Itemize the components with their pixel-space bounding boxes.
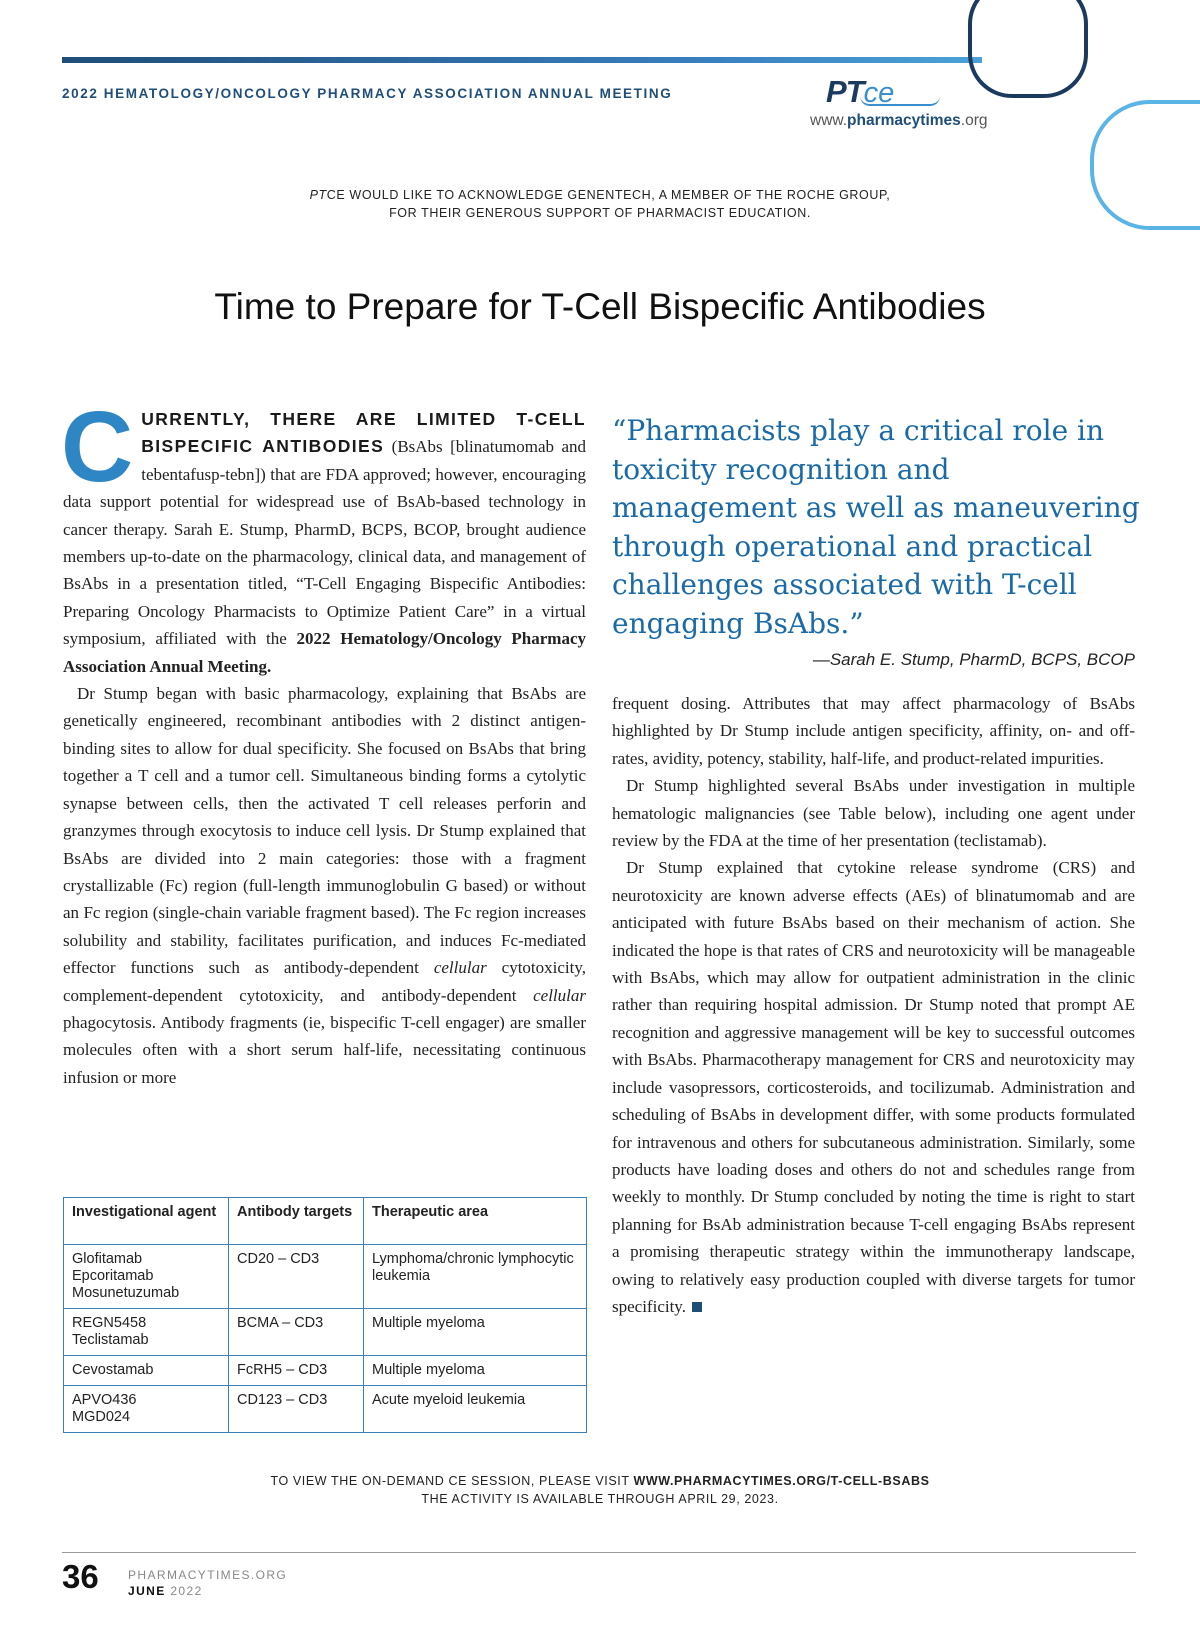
logo-swoosh xyxy=(860,96,940,106)
cell-area: Acute myeloid leukemia xyxy=(364,1386,587,1433)
investigation-paragraph: Dr Stump highlighted several BsAbs under investigation in multiple hematologic malignancies (see Table below), including one agent under review by the FDA at the time of her presentation (teclistamab). xyxy=(612,776,1135,851)
url-tld: .org xyxy=(960,112,988,129)
left-column xyxy=(61,391,587,1091)
logo-ce-text: ce xyxy=(863,77,895,109)
session-link[interactable]: WWW.PHARMACYTIMES.ORG/T-CELL-BSABS xyxy=(633,1474,930,1488)
publication-year: 2022 xyxy=(165,1584,203,1598)
on-demand-note xyxy=(0,1472,1200,1508)
cell-targets: BCMA – CD3 xyxy=(229,1309,364,1356)
ack-line1: CE WOULD LIKE TO ACKNOWLEDGE GENENTECH, A MEMBER OF THE ROCHE GROUP, xyxy=(326,188,891,202)
cell-area: Multiple myeloma xyxy=(364,1309,587,1356)
table-header-row xyxy=(64,1198,587,1245)
cell-targets: CD123 – CD3 xyxy=(229,1386,364,1433)
publication-month: JUNE xyxy=(128,1584,166,1598)
meeting-name: 2022 Hematology/Oncology Pharmacy Association Annual Meeting. xyxy=(63,629,587,676)
footer-rule xyxy=(62,1552,1136,1553)
p2-italic-2: cellular xyxy=(533,985,586,1005)
article-title: Time to Prepare for T-Cell Bispecific Antibodies xyxy=(214,286,986,327)
cell-area: Multiple myeloma xyxy=(364,1356,587,1386)
note-prefix: TO VIEW THE ON-DEMAND CE SESSION, PLEASE VISIT xyxy=(270,1474,634,1488)
header-rule xyxy=(62,57,982,63)
cell-agents: Cevostamab xyxy=(64,1356,229,1386)
col-header-targets: Antibody targets xyxy=(229,1198,364,1245)
publication-info xyxy=(128,1567,287,1599)
intro-text: (BsAbs [blinatumomab and tebentafusp-tebn]) that are FDA approved; however, encouraging data support potential for widespread use of BsAb-based technology in cancer therapy. Sarah E. Stump, PharmD, BCPS, BCOP, brought audience members up-to-date on the pharmacology, clinical data, and management of BsAbs in a presentation titled, “T-Cell Engaging Bispecific Antibodies: Preparing Oncology Pharmacists to Optimize Patient Care” in a virtual symposium, affiliated with the xyxy=(63,437,587,649)
col-header-agent: Investigational agent xyxy=(64,1198,229,1245)
site-url[interactable] xyxy=(810,112,988,130)
table-row xyxy=(64,1356,587,1386)
cell-targets: CD20 – CD3 xyxy=(229,1245,364,1309)
pull-quote: “Pharmacists play a critical role in toxicity recognition and management as well as maneuvering through operational and practical challenges associated with T-cell engaging BsAbs.” xyxy=(612,414,1140,640)
table-row xyxy=(64,1309,587,1356)
lead-caps: URRENTLY, THERE ARE LIMITED T-CELL BISPECIFIC ANTIBODIES xyxy=(141,409,586,457)
ack-line2: FOR THEIR GENEROUS SUPPORT OF PHARMACIST EDUCATION. xyxy=(389,206,811,220)
end-mark-icon xyxy=(692,1302,702,1312)
cell-agents: REGN5458 Teclistamab xyxy=(64,1309,229,1356)
note-availability: THE ACTIVITY IS AVAILABLE THROUGH APRIL 29, 2023. xyxy=(421,1492,779,1506)
dropcap: C xyxy=(61,391,134,503)
page-number: 36 xyxy=(62,1558,99,1595)
decorative-circle-dark xyxy=(968,0,1088,98)
p2-text-c: phagocytosis. Antibody fragments (ie, bispecific T-cell engager) are smaller molecules often with a short serum half-life, necessitating continuous infusion or more xyxy=(63,1012,586,1087)
table-row xyxy=(64,1386,587,1433)
crs-text: Dr Stump explained that cytokine release syndrome (CRS) and neurotoxicity are known adverse effects (AEs) of blinatumomab and are anticipated with future BsAbs based on their mechanism of action. She indicated the hope is that rates of CRS and neurotoxicity will be manageable with BsAbs, which may allow for outpatient administration in the clinic rather than requiring hospital admission. Dr Stump noted that prompt AE recognition and aggressive management will be key to successful outcomes with BsAbs. Pharmacotherapy management for CRS and neurotoxicity may include vasopressors, corticosteroids, and tocilizumab. Administration and scheduling of BsAbs in development differ, with some products formulated for intravenous and others for subcutaneous administration. Similarly, some products have loading doses and others do not and schedules range from weekly to monthly. Dr Stump concluded by noting the time is right to start planning for BsAb administration because T-cell engaging BsAbs represent a promising therapeutic strategy within the immunotherapy landscape, owing to relatively easy production coupled with diverse targets for tumor specificity. xyxy=(612,858,1135,1316)
cell-area: Lymphoma/chronic lymphocytic leukemia xyxy=(364,1245,587,1309)
logo-pt-text: PT xyxy=(826,74,864,109)
table-row xyxy=(64,1245,587,1309)
p2-text-b: cytotoxicity, complement-dependent cytotoxicity, and antibody-dependent xyxy=(63,958,587,1005)
crs-paragraph xyxy=(612,854,1135,1320)
p2-italic-1: cellular xyxy=(433,958,487,978)
ptce-logo xyxy=(826,74,894,110)
ack-pt: PT xyxy=(309,188,327,202)
cell-agents: Glofitamab Epcoritamab Mosunetuzumab xyxy=(64,1245,229,1309)
cell-agents: APVO436 MGD024 xyxy=(64,1386,229,1433)
pharmacology-paragraph xyxy=(63,680,586,1091)
investigational-agents-table xyxy=(63,1197,587,1433)
col-header-area: Therapeutic area xyxy=(364,1198,587,1245)
url-prefix: www. xyxy=(810,112,848,129)
attributes-paragraph: frequent dosing. Attributes that may affect pharmacology of BsAbs highlighted by Dr Stump include antigen specificity, affinity, on- and off-rates, avidity, potency, stability, half-life, and product-related impurities. xyxy=(612,694,1135,768)
publication-site: PHARMACYTIMES.ORG xyxy=(128,1568,288,1582)
right-column xyxy=(612,690,1135,1320)
url-domain: pharmacytimes xyxy=(847,112,961,129)
acknowledgement xyxy=(0,186,1200,222)
intro-paragraph xyxy=(61,391,587,680)
cell-targets: FcRH5 – CD3 xyxy=(229,1356,364,1386)
p2-text-a: Dr Stump began with basic pharmacology, explaining that BsAbs are genetically engineered, recombinant antibodies with 2 distinct antigen-binding sites to allow for dual specificity. She focused on BsAbs that bring together a T cell and a tumor cell. Simultaneous binding forms a cytolytic synapse between cells, then the activated T cell releases perforin and granzymes through exocytosis to induce cell lysis. Dr Stump explained that BsAbs are divided into 2 main categories: those with a fragment crystallizable (Fc) region (full-length immunoglobulin G based) or without an Fc region (single-chain variable fragment based). The Fc region increases solubility and stability, facilitates purification, and induces Fc-mediated effector functions such as antibody-dependent xyxy=(63,684,586,978)
quote-attribution: —Sarah E. Stump, PharmD, BCPS, BCOP xyxy=(812,650,1135,669)
meeting-header: 2022 HEMATOLOGY/ONCOLOGY PHARMACY ASSOCIATION ANNUAL MEETING xyxy=(62,86,673,101)
